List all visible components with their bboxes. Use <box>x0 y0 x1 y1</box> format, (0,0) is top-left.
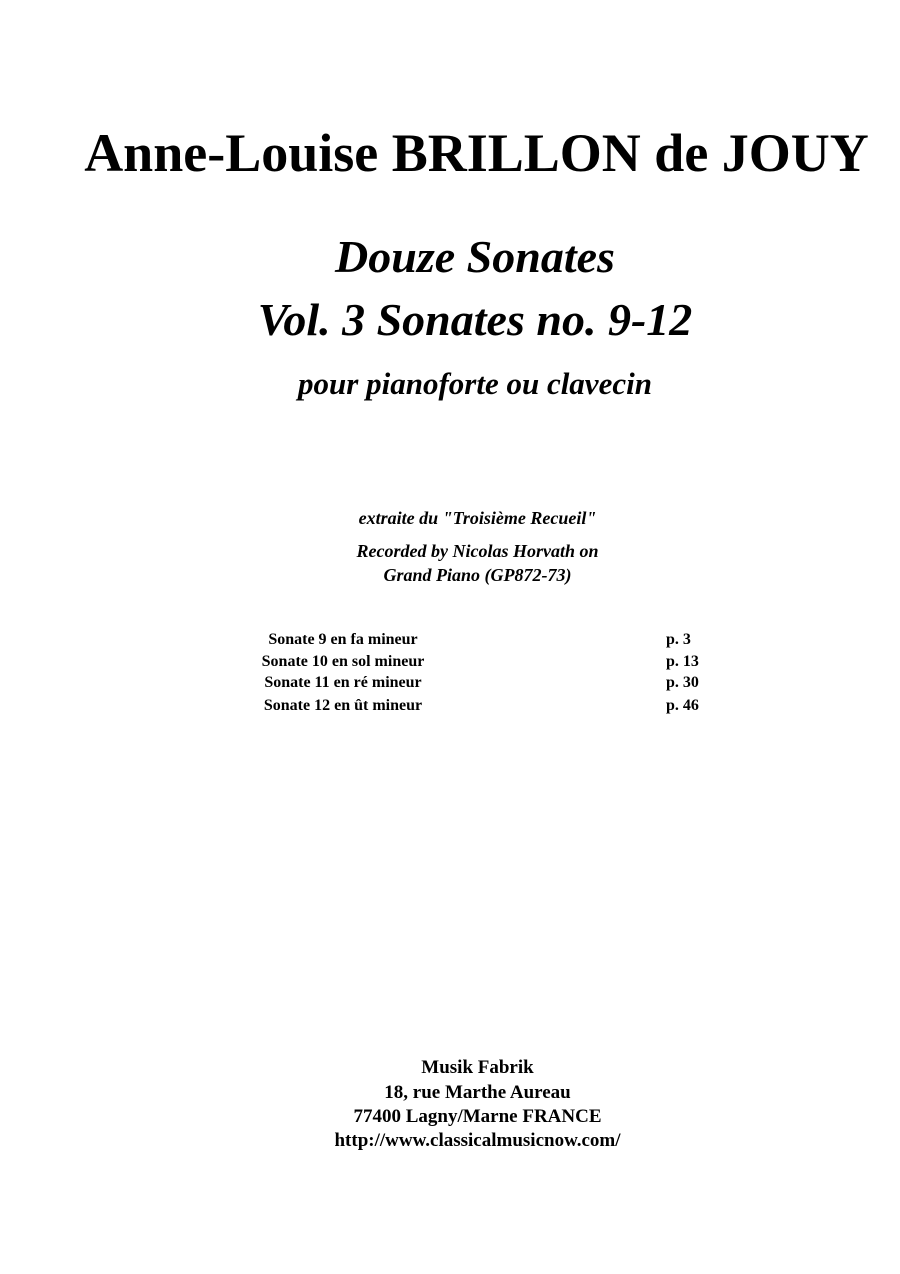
toc-row <box>0 653 900 675</box>
publisher-name: Musik Fabrik <box>421 1057 534 1078</box>
toc-page: p. 46 <box>666 697 699 714</box>
source-note: extraite du "Troisième Recueil" <box>358 508 597 528</box>
toc-row <box>0 631 900 653</box>
toc-title: Sonate 9 en fa mineur <box>268 631 418 648</box>
toc-title: Sonate 10 en sol mineur <box>261 653 425 670</box>
composer-name: Anne-Louise BRILLON de JOUY <box>84 123 869 183</box>
toc-title: Sonate 12 en ût mineur <box>263 697 423 714</box>
toc-row <box>0 697 900 719</box>
publisher-street: 18, rue Marthe Aureau <box>384 1082 571 1103</box>
recording-note-line2: Grand Piano (GP872-73) <box>383 565 572 585</box>
toc-page: p. 13 <box>666 653 699 670</box>
volume-title: Vol. 3 Sonates no. 9-12 <box>257 294 693 345</box>
recording-note-line1: Recorded by Nicolas Horvath on <box>356 541 599 561</box>
work-title: Douze Sonates <box>335 231 615 282</box>
toc-title: Sonate 11 en ré mineur <box>264 674 422 691</box>
publisher-city: 77400 Lagny/Marne FRANCE <box>353 1106 602 1127</box>
toc-page: p. 3 <box>666 631 691 648</box>
instrumentation: pour pianoforte ou clavecin <box>298 366 652 401</box>
toc-page: p. 30 <box>666 674 699 691</box>
toc-row <box>0 674 900 696</box>
publisher-url[interactable]: http://www.classicalmusicnow.com/ <box>334 1130 621 1151</box>
